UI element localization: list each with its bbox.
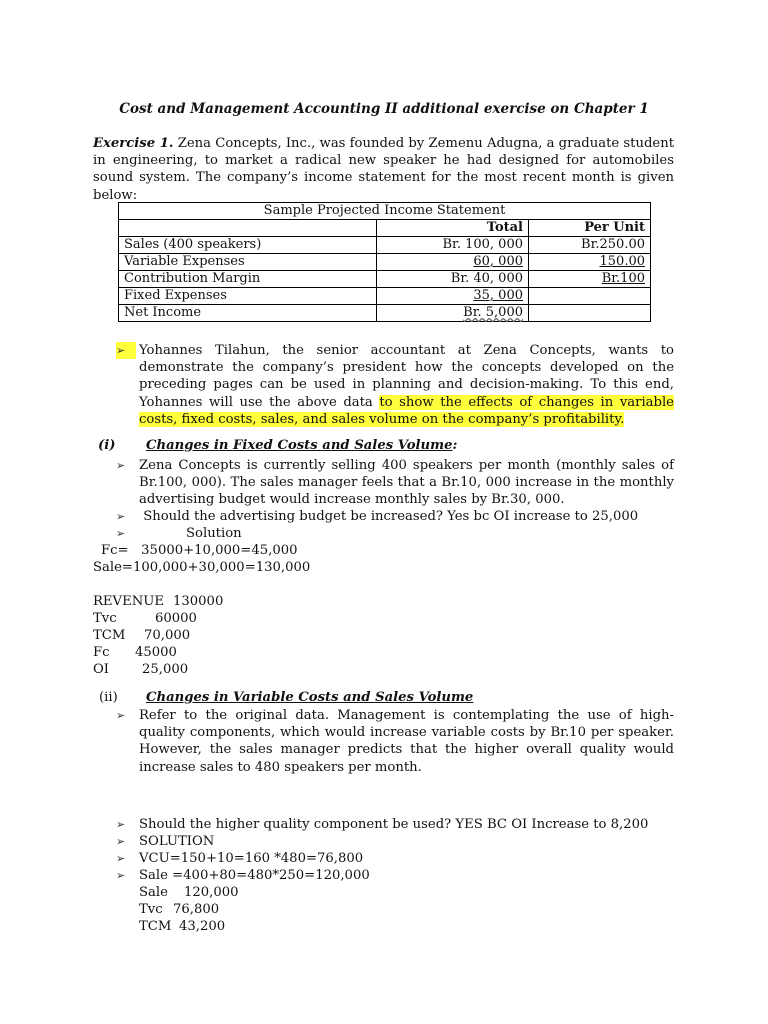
calc-value: 120,000 (184, 885, 239, 900)
exercise-intro (93, 135, 674, 204)
section-2-bullet: Sale =400+80=480*250=120,000 (139, 868, 370, 883)
section-1-bullet-c: Solution (186, 526, 242, 541)
row-unit: Br.250.00 (529, 237, 651, 254)
arrow-bullet-icon: ➢ (116, 818, 126, 831)
row-label: Fixed Expenses (119, 288, 377, 305)
section-2-number: (ii) (99, 690, 118, 705)
row-total: Br. 100, 000 (377, 237, 529, 254)
bullet-intro (116, 342, 676, 432)
calc-value: 130000 (173, 594, 224, 609)
row-unit (529, 305, 651, 322)
list-item (116, 525, 676, 542)
section-1-bullet-b: Should the advertising budget be increased? Yes bc OI increase to 25,000 (139, 509, 639, 524)
calc-label: REVENUE (93, 594, 164, 609)
bullet-intro-plain: Yohannes Tilahun, the senior accountant at Zena Concepts, wants to demonstrate the company’s president how the concepts developed on the preceding pages can be used in planning and decision-making. To this end, Yohannes will use the above data (139, 343, 674, 410)
exercise-label: Exercise 1. (93, 136, 174, 151)
section-2-bullet: Should the higher quality component be used? YES BC OI Increase to 8,200 (139, 817, 649, 832)
row-total: 35, 000 (473, 288, 523, 303)
row-label: Sales (400 speakers) (119, 237, 377, 254)
row-label: Contribution Margin (119, 271, 377, 288)
list-item (116, 508, 676, 525)
header-total: Total (377, 220, 529, 237)
section-2-bullet-a: Refer to the original data. Management is contemplating the use of high- quality components, which would increase variable costs by Br.10 per speaker. However, the sales manager predicts that the higher overall quality would increase sales to 480 speakers per month. (139, 708, 674, 775)
sale-line: Sale=100,000+30,000=130,000 (93, 560, 311, 575)
row-unit (529, 288, 651, 305)
calc-value: 45000 (135, 645, 177, 660)
arrow-bullet-icon: ➢ (116, 342, 136, 359)
section-2-bullet: VCU=150+10=160 *480=76,800 (139, 851, 364, 866)
table-row (119, 237, 651, 254)
calc-value: 70,000 (144, 628, 191, 643)
arrow-bullet-icon: ➢ (116, 852, 126, 865)
section-1-heading: Changes in Fixed Costs and Sales Volume (146, 438, 453, 453)
page-title: Cost and Management Accounting II additional exercise on Chapter 1 (119, 101, 649, 117)
section-1-colon: : (452, 438, 458, 453)
header-per-unit: Per Unit (529, 220, 651, 237)
section-1-heading-wrap (146, 437, 457, 454)
table-row (119, 271, 651, 288)
bullet-intro-text (139, 342, 674, 428)
exercise-intro-text: Zena Concepts, Inc., was founded by Zemenu Adugna, a graduate student in engineering, to market a radical new speaker he had designed for automobiles sound system. The company’s income statement for the most recent month is given below: (93, 136, 674, 203)
list-item (116, 850, 676, 867)
table-caption-row (119, 203, 651, 220)
calc-label: Tvc (139, 902, 163, 917)
section-1-bullet-a: Zena Concepts is currently selling 400 speakers per month (monthly sales of Br.100, 000). The sales manager feels that a Br.10, 000 increase in the monthly advertising budget would increase monthly sales by Br.30, 000. (139, 458, 674, 508)
calc-value: 76,800 (173, 902, 220, 917)
income-statement-table (118, 202, 651, 322)
calc-label: Fc (93, 645, 110, 660)
arrow-bullet-icon: ➢ (116, 527, 126, 540)
row-total: Br. 40, 000 (377, 271, 529, 288)
bullet-intro-highlight: to show the effects of changes in variable costs, fixed costs, sales, and sales volume on the company’s profitability. (139, 394, 674, 427)
row-unit: 150.00 (599, 254, 645, 269)
arrow-bullet-icon: ➢ (116, 459, 126, 472)
calc-value: 60000 (155, 611, 197, 626)
list-item (116, 707, 676, 777)
arrow-bullet-icon: ➢ (116, 709, 126, 722)
list-item (116, 867, 676, 884)
list-item (116, 457, 676, 509)
section-1-number: (i) (98, 438, 116, 453)
calc-label: Sale (139, 885, 168, 900)
arrow-bullet-icon: ➢ (116, 835, 126, 848)
row-label: Net Income (119, 305, 377, 322)
calc-label: OI (93, 662, 110, 677)
row-unit: Br.100 (601, 271, 645, 286)
table-row (119, 254, 651, 271)
row-total: 60, 000 (473, 254, 523, 269)
calc-label: Tvc (93, 611, 117, 626)
section-2-bullet: SOLUTION (139, 834, 215, 849)
header-label (119, 220, 377, 237)
fc-line: Fc= 35000+10,000=45,000 (101, 543, 298, 558)
row-total: Br. 5,000 (463, 305, 523, 320)
list-item (116, 833, 676, 850)
arrow-bullet-icon: ➢ (116, 510, 126, 523)
list-item (116, 816, 676, 833)
calc-label: TCM (93, 628, 126, 643)
row-label: Variable Expenses (119, 254, 377, 271)
table-row (119, 305, 651, 322)
calc-label: TCM (139, 919, 172, 934)
table-caption: Sample Projected Income Statement (119, 203, 651, 220)
table-header-row (119, 220, 651, 237)
calc-value: 43,200 (179, 919, 226, 934)
arrow-bullet-icon: ➢ (116, 869, 126, 882)
section-2-heading: Changes in Variable Costs and Sales Volume (146, 690, 474, 705)
calc-value: 25,000 (142, 662, 189, 677)
table-row (119, 288, 651, 305)
